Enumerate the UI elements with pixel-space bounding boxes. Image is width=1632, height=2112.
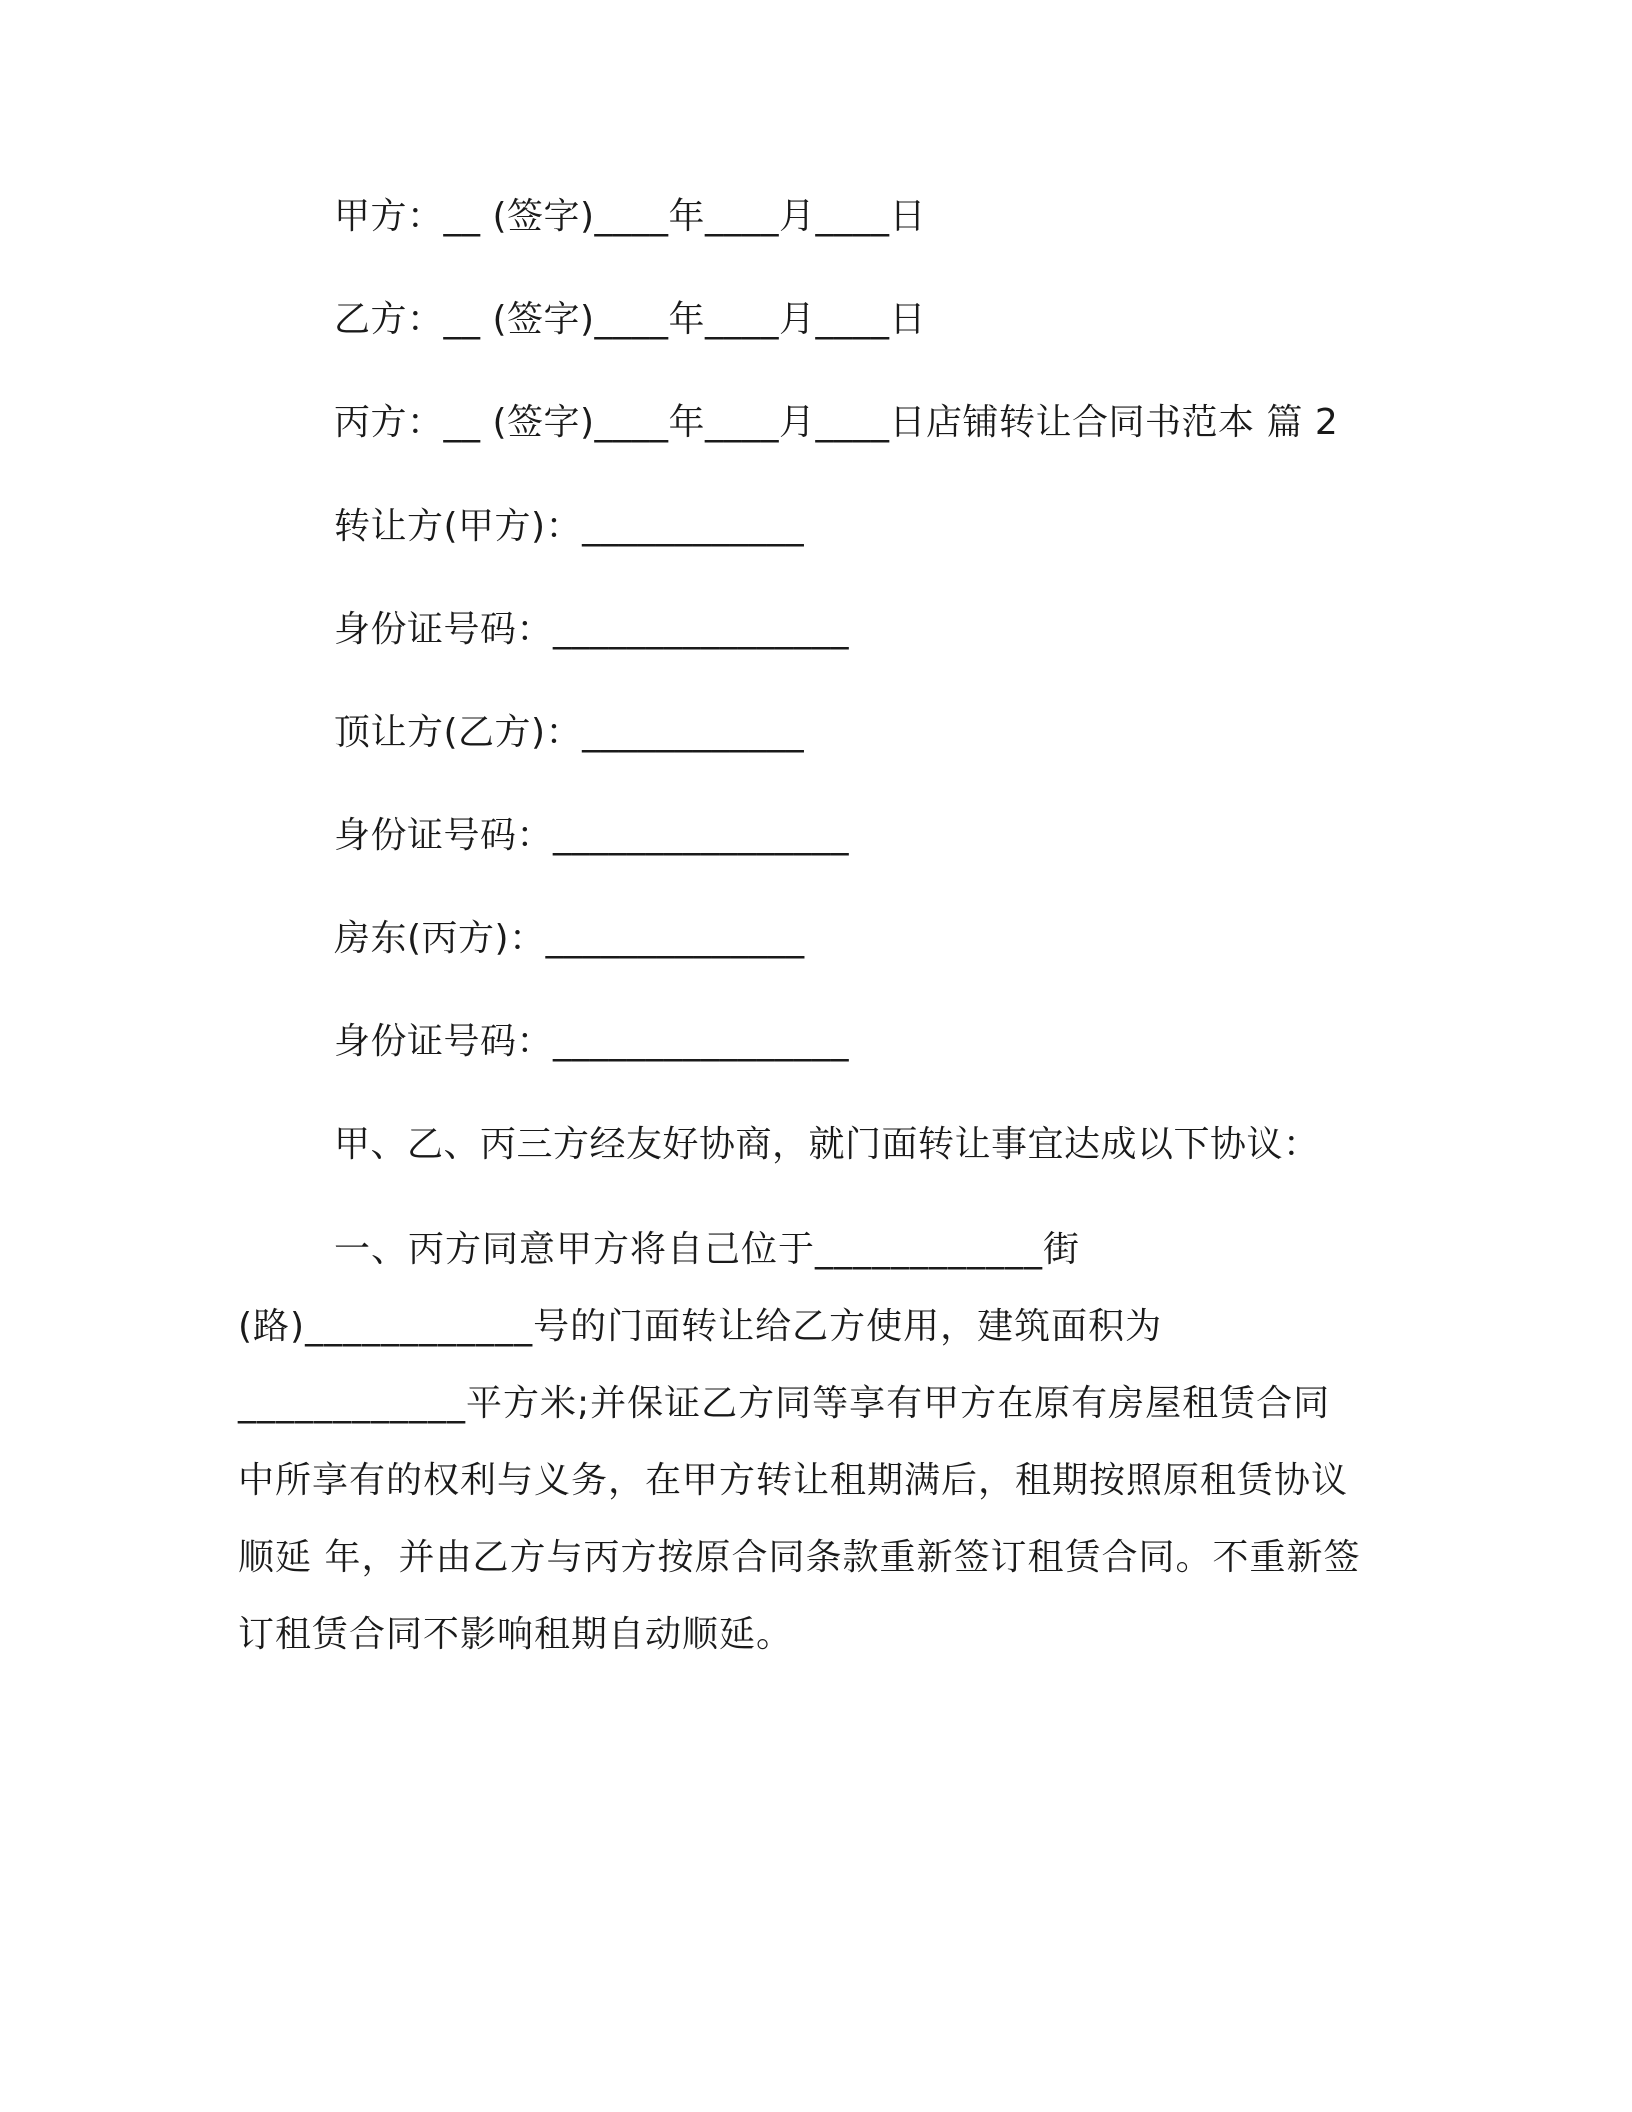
- agreement-intro: 甲、乙、丙三方经友好协商，就门面转让事宜达成以下协议：: [334, 1124, 1320, 1165]
- clause-1-line-1: 一、丙方同意甲方将自己位于____________街: [334, 1229, 1081, 1270]
- party-a-signature-line: 甲方：__ (签字)____年____月____日: [334, 196, 927, 237]
- clause-1-paragraph: [238, 1211, 1378, 1673]
- transferee-id-line: 身份证号码：________________: [334, 815, 850, 856]
- clause-1-line-3: ____________平方米;并保证乙方同等享有甲方在原有房屋租赁合同: [238, 1383, 1331, 1424]
- clause-1-line-5: 顺延 年，并由乙方与丙方按原合同条款重新签订租赁合同。不重新签: [238, 1537, 1361, 1578]
- landlord-id-line: 身份证号码：________________: [334, 1021, 850, 1062]
- party-b-signature-line: 乙方：__ (签字)____年____月____日: [334, 299, 927, 340]
- clause-1-line-4: 中所享有的权利与义务，在甲方转让租期满后，租期按照原租赁协议: [238, 1460, 1349, 1501]
- landlord-line: 房东(丙方)：______________: [334, 918, 805, 959]
- transferee-line: 顶让方(乙方)：____________: [334, 712, 805, 753]
- transferor-line: 转让方(甲方)：____________: [334, 506, 805, 547]
- party-c-signature-line: 丙方：__ (签字)____年____月____日店铺转让合同书范本 篇 2: [334, 402, 1339, 443]
- clause-1-line-2: (路)____________号的门面转让给乙方使用，建筑面积为: [238, 1306, 1163, 1347]
- transferor-id-line: 身份证号码：________________: [334, 609, 850, 650]
- clause-1-line-6: 订租赁合同不影响租期自动顺延。: [238, 1614, 794, 1655]
